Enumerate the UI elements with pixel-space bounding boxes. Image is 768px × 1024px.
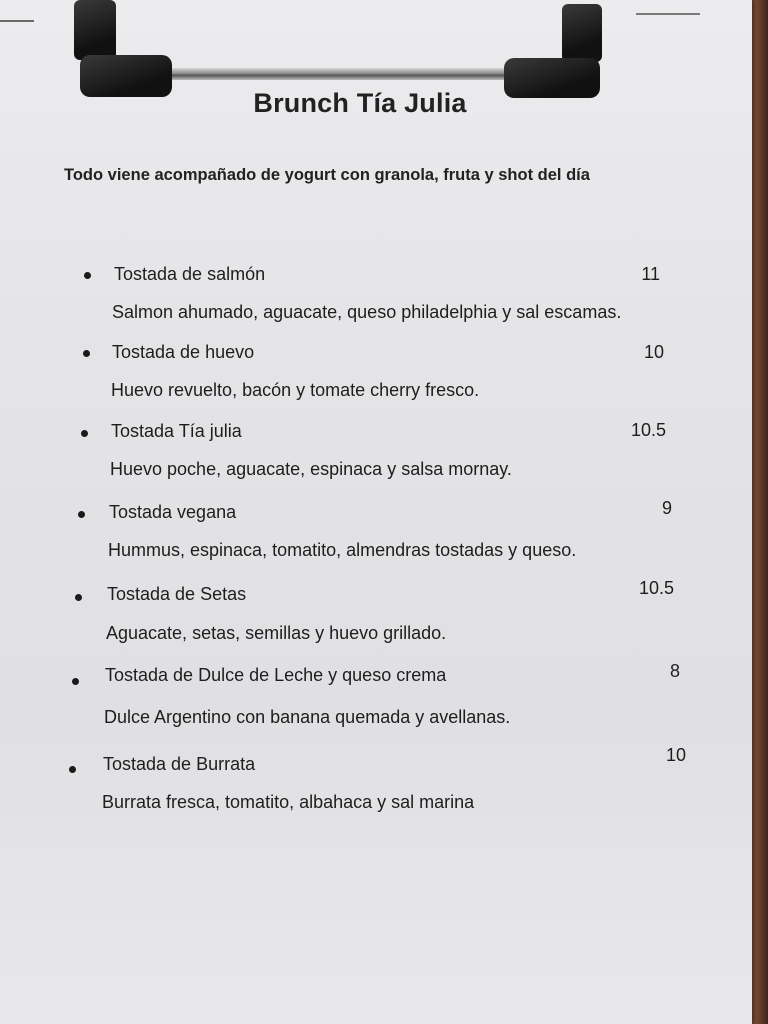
menu-item-name: Tostada de Setas	[107, 584, 247, 604]
menu-item-price: 8	[669, 661, 680, 681]
menu-item-name: Tostada de huevo	[112, 342, 255, 362]
menu-item-description: Salmon ahumado, aguacate, queso philadelphia y sal escamas.	[112, 302, 622, 322]
menu-item-name: Tostada de Dulce de Leche y queso crema	[105, 665, 447, 685]
menu-item-price: 10.5	[630, 420, 666, 440]
paper-edge-mark	[0, 20, 34, 22]
bullet-icon	[72, 678, 79, 685]
menu-item-description: Huevo revuelto, bacón y tomate cherry fresco.	[111, 380, 480, 400]
menu-item-description: Aguacate, setas, semillas y huevo grillado.	[106, 623, 447, 643]
bullet-icon	[81, 430, 88, 437]
bullet-icon	[69, 766, 76, 773]
menu-item-price: 10.5	[638, 578, 674, 598]
menu-item-description: Burrata fresca, tomatito, albahaca y sal marina	[102, 792, 475, 812]
bullet-icon	[78, 511, 85, 518]
menu-item-name: Tostada de salmón	[114, 264, 266, 284]
menu-subtitle: Todo viene acompañado de yogurt con granola, fruta y shot del día	[64, 166, 590, 184]
clipboard-clip-left	[74, 0, 116, 60]
bullet-icon	[83, 350, 90, 357]
menu-title: Brunch Tía Julia	[253, 88, 467, 118]
menu-item-price: 9	[661, 498, 672, 518]
menu-item-name: Tostada vegana	[109, 502, 237, 522]
menu-item-price: 10	[643, 342, 664, 362]
menu-item-description: Hummus, espinaca, tomatito, almendras tostadas y queso.	[108, 540, 577, 560]
bullet-icon	[84, 272, 91, 279]
clipboard-clip-bar	[150, 68, 530, 80]
clipboard-clip-right	[562, 4, 602, 62]
menu-item-name: Tostada Tía julia	[111, 421, 242, 441]
menu-item-price: 11	[641, 264, 660, 284]
paper-edge-mark	[636, 13, 700, 15]
menu-item-description: Huevo poche, aguacate, espinaca y salsa mornay.	[110, 459, 512, 479]
menu-item-description: Dulce Argentino con banana quemada y avellanas.	[104, 707, 511, 727]
bullet-icon	[75, 594, 82, 601]
menu-item-name: Tostada de Burrata	[103, 754, 256, 774]
menu-item-price: 10	[665, 745, 686, 765]
